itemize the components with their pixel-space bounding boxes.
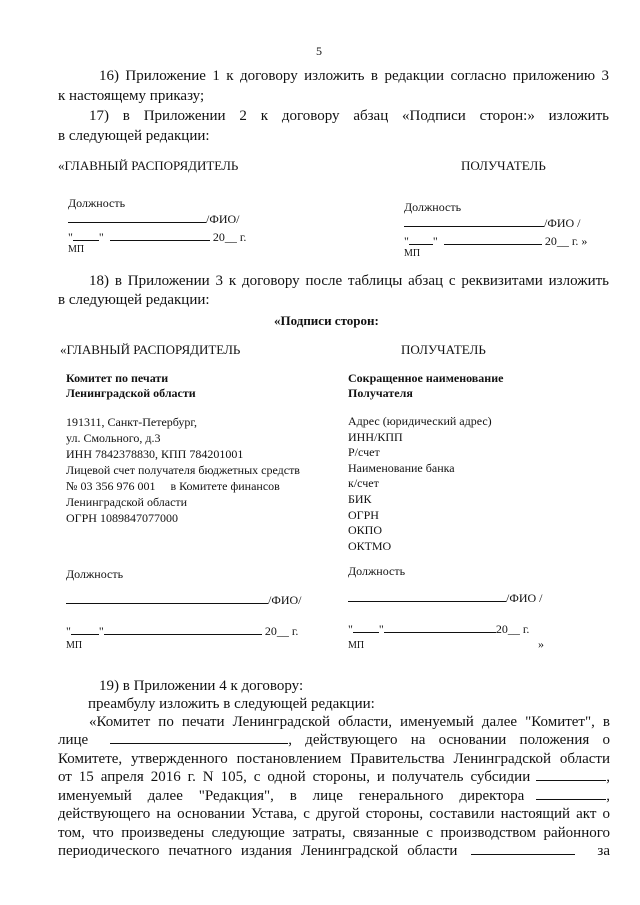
sig1-right-fio: /ФИО /	[544, 216, 581, 230]
sig2-closing-quote: »	[538, 637, 544, 651]
right-detail-line: ОКПО	[348, 523, 383, 538]
sig1-right-date-line	[404, 234, 587, 249]
sig2-left-details	[66, 414, 300, 526]
item-16: 16) Приложение 1 к договору изложить в редакции согласно приложению 3	[99, 68, 609, 84]
right-detail-line: ОГРН	[348, 507, 379, 522]
body-text: именуемый далее "Редакция", в лице генерального директора	[58, 788, 525, 804]
sig1-right-title: ПОЛУЧАТЕЛЬ	[461, 158, 546, 173]
date-quote-close: "	[432, 234, 438, 248]
right-detail-line: Адрес (юридический адрес)	[348, 414, 492, 428]
date-quote-close: "	[378, 622, 384, 636]
date-quote-open: "	[68, 230, 73, 244]
sig2-right-org-1: Сокращенное наименование	[348, 371, 504, 385]
date-quote-close: "	[98, 230, 104, 244]
body-line-6: действующего на основании Устава, с другой стороны, составили настоящий акт о	[58, 806, 610, 822]
body-line-5	[58, 788, 610, 805]
sig1-left-date-line	[68, 230, 246, 245]
sig2-left-position: Должность	[66, 567, 124, 581]
left-detail-line: ОГРН 1089847077000	[66, 511, 178, 525]
right-detail-line: БИК	[348, 491, 372, 506]
body-text: , действующего на основании положения о	[288, 732, 610, 748]
left-detail-line: ИНН 7842378830, КПП 784201001	[66, 447, 244, 461]
body-text: от 15 апреля 2016 г. N 105, с одной стороны, и получатель субсидии	[58, 769, 531, 785]
sig2-right-year: 20__ г.	[495, 622, 530, 636]
sig2-left-title: «ГЛАВНЫЙ РАСПОРЯДИТЕЛЬ	[60, 342, 241, 357]
sig1-left-fio-line	[68, 212, 239, 227]
body-text: ,	[606, 788, 610, 804]
item-17: 17) в Приложении 2 к договору абзац «Подписи сторон:» изложить	[89, 108, 609, 124]
sig1-right-mp: МП	[404, 248, 421, 259]
item-16-cont: к настоящему приказу;	[58, 88, 205, 104]
sig2-right-fio: /ФИО /	[506, 591, 543, 605]
right-detail-line: Наименование банка	[348, 460, 455, 475]
left-detail-line: Лицевой счет получателя бюджетных средств	[66, 463, 300, 477]
sig1-left-title: «ГЛАВНЫЙ РАСПОРЯДИТЕЛЬ	[58, 158, 239, 173]
body-line-8	[58, 843, 610, 860]
right-detail-line: к/счет	[348, 476, 379, 491]
page-number: 5	[316, 44, 322, 58]
sig2-left-year: 20__ г.	[264, 624, 299, 638]
item-19-sub: преамбулу изложить в следующей редакции:	[88, 696, 375, 712]
sig2-right-fio-line	[348, 591, 542, 606]
item-18: 18) в Приложении 3 к договору после таблицы абзац с реквизитами изложить	[89, 273, 609, 289]
sig2-left-fio-line	[66, 593, 301, 608]
sig2-right-details	[348, 414, 492, 554]
left-detail-line: Ленинградской области	[66, 495, 188, 509]
date-quote-open: "	[66, 624, 71, 638]
sig2-left-org-1: Комитет по печати	[66, 371, 169, 385]
sig2-heading: «Подписи сторон:	[274, 313, 379, 328]
body-line-2	[58, 732, 610, 749]
date-quote-open: "	[348, 622, 353, 636]
sig2-right-title: ПОЛУЧАТЕЛЬ	[401, 342, 486, 357]
sig1-left-mp: МП	[68, 244, 85, 255]
sig1-right-position: Должность	[404, 200, 462, 214]
sig2-right-mp: МП	[348, 640, 365, 651]
sig2-right-date-line	[348, 622, 529, 637]
sig1-left-position: Должность	[68, 196, 126, 210]
item-19: 19) в Приложении 4 к договору:	[99, 678, 304, 694]
sig1-left-fio: /ФИО/	[206, 212, 240, 226]
right-detail-line: ОКТМО	[348, 538, 392, 553]
body-line-4	[58, 769, 610, 786]
body-line-7: том, что произведены следующие затраты, связанные с производством районного	[58, 825, 610, 841]
date-quote-open: "	[404, 234, 409, 248]
date-quote-close: "	[98, 624, 104, 638]
sig1-right-year: 20__ г. »	[544, 234, 588, 248]
right-detail-line: ИНН/КПП	[348, 429, 403, 444]
item-18-cont: в следующей редакции:	[58, 292, 210, 308]
body-line-1: «Комитет по печати Ленинградской области, именуемый далее "Комитет", в	[89, 714, 610, 730]
body-text: за	[597, 843, 610, 859]
body-line-3: Комитете, утвержденного постановлением Правительства Ленинградской области	[58, 751, 610, 767]
sig2-left-fio: /ФИО/	[268, 593, 302, 607]
body-text: лице	[58, 732, 89, 748]
left-detail-line: ул. Смольного, д.3	[66, 431, 161, 445]
sig2-left-org-2: Ленинградской области	[66, 386, 196, 400]
item-17-cont: в следующей редакции:	[58, 128, 210, 144]
sig1-left-year: 20__ г.	[212, 230, 247, 244]
body-text: ,	[606, 769, 610, 785]
sig2-left-date-line	[66, 624, 298, 639]
body-text: периодического печатного издания Ленинградской области	[58, 843, 458, 859]
sig2-right-org-2: Получателя	[348, 386, 413, 400]
sig2-right-position: Должность	[348, 564, 406, 578]
left-detail-line: 191311, Санкт-Петербург,	[66, 415, 197, 429]
left-detail-line: № 03 356 976 001 в Комитете финансов	[66, 479, 280, 493]
sig2-left-mp: МП	[66, 640, 83, 651]
right-detail-line: Р/счет	[348, 445, 380, 460]
sig1-right-fio-line	[404, 216, 580, 231]
